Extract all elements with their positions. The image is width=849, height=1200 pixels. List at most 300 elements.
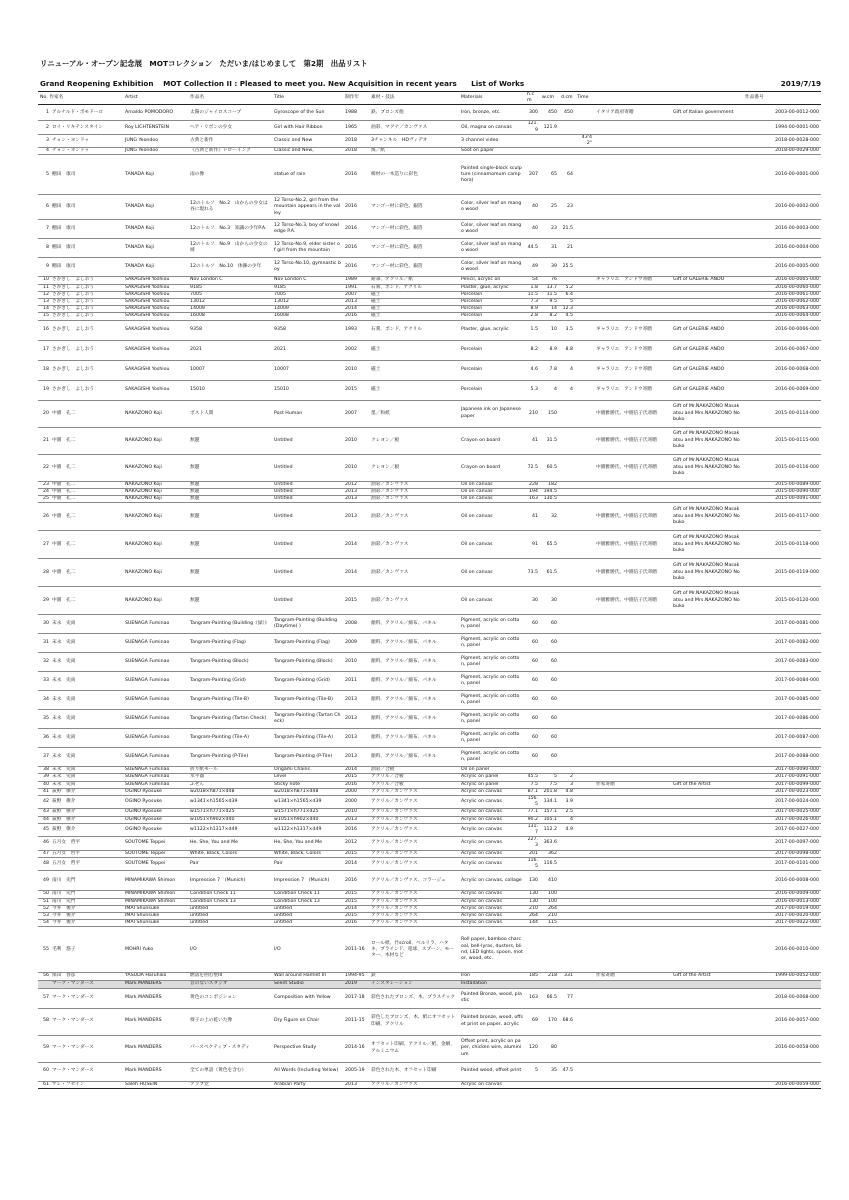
row-number: 5	[46, 171, 49, 177]
cell-time	[575, 857, 594, 870]
cell-depth: 25.5	[559, 258, 575, 277]
cell-credit-en	[671, 871, 743, 891]
cell-materials: Oil on canvas	[459, 587, 525, 615]
cell-credit-jp	[594, 653, 671, 672]
cell-work-id: 2016-00-0063-000	[743, 306, 821, 313]
cell-work-id: 2018-00-0029-000	[743, 148, 821, 155]
table-row	[38, 427, 821, 454]
table-row	[38, 774, 821, 781]
cell-no-name	[38, 220, 123, 239]
cell-year: 2014-16	[343, 1035, 369, 1062]
cell-time	[575, 121, 594, 134]
cell-credit-en	[671, 488, 743, 495]
table-row	[38, 313, 821, 320]
cell-artist: TANADA Koji	[123, 155, 188, 195]
cell-artist: IMAI Shunsuke	[123, 920, 188, 927]
cell-time	[575, 313, 594, 320]
cell-height: 41	[525, 427, 540, 454]
col-header-credit-en	[671, 92, 743, 105]
cell-height: 8.2	[525, 340, 540, 360]
table-row	[38, 134, 821, 147]
cell-title: 16008	[272, 313, 343, 320]
list-date: 2019/7/19	[780, 79, 821, 88]
cell-year: 2015	[343, 774, 369, 781]
cell-work-jp: 14009	[188, 306, 272, 313]
artist-name-jp: 保田 春彦	[52, 973, 76, 979]
cell-title: w1571×h771×d25	[272, 809, 343, 816]
cell-credit-jp	[594, 220, 671, 239]
cell-width: 100	[540, 891, 559, 898]
cell-no-name	[38, 559, 123, 587]
cell-work-id: 2016-00-0061-000	[743, 291, 821, 298]
cell-materials: Oil on canvas	[459, 481, 525, 488]
cell-work-id: 2016-00-0001-000	[743, 155, 821, 195]
cell-artist: OGINO Ryosuke	[123, 809, 188, 816]
cell-work-jp: 古典と新作	[188, 134, 272, 147]
cell-title: w1051×h902×d40	[272, 816, 343, 823]
cell-work-jp: 無題	[188, 503, 272, 531]
cell-work-id: 2016-00-0008-000	[743, 871, 821, 891]
cell-work-id: 2017-00-0023-000	[743, 788, 821, 795]
artist-name-jp: マーク・マンダース	[52, 1068, 94, 1074]
cell-no-name	[38, 454, 123, 481]
artist-name-jp: マーク・マンダース	[52, 1018, 94, 1024]
cell-credit-en	[671, 496, 743, 503]
cell-artist: OGINO Ryosuke	[123, 823, 188, 836]
cell-credit-en	[671, 857, 743, 870]
cell-no-name	[38, 653, 123, 672]
cell-no-name	[38, 1035, 123, 1062]
cell-artist: SAKAGISHI Yoshiou	[123, 291, 188, 298]
cell-year: 1993	[343, 320, 369, 340]
cell-height: 45.5	[525, 774, 540, 781]
cell-artist: NAKAZONO Koji	[123, 400, 188, 427]
cell-year: 2012	[343, 481, 369, 488]
cell-time	[575, 672, 594, 691]
row-number: 32	[43, 659, 49, 665]
cell-materials-jp: 石膏、ボンド、アクリル	[369, 320, 459, 340]
table-row	[38, 220, 821, 239]
cell-materials-jp: 油彩／カンヴァス	[369, 503, 459, 531]
cell-title: Untitled	[272, 454, 343, 481]
cell-title: Classic and New	[272, 134, 343, 147]
table-body	[38, 105, 821, 1088]
cell-materials: Acrylic on canvas	[459, 898, 525, 905]
cell-year: 2015	[343, 898, 369, 905]
cell-work-jp: 太陽のジャイロスコープ	[188, 105, 272, 121]
cell-width: 60	[540, 615, 559, 634]
cell-time	[575, 299, 594, 306]
cell-work-id: 2017-00-0024-000	[743, 796, 821, 809]
cell-no-name	[38, 1008, 123, 1035]
cell-artist: Mark MANDERS	[123, 1062, 188, 1081]
cell-credit-en	[671, 788, 743, 795]
cell-materials: Acrylic on canvas	[459, 816, 525, 823]
cell-credit-jp: ギャラリエ アンドウ寄贈	[594, 320, 671, 340]
cell-work-jp: 13012	[188, 299, 272, 306]
cell-title: Condition Check 13	[272, 898, 343, 905]
cell-no-name	[38, 427, 123, 454]
cell-height: 228	[525, 481, 540, 488]
cell-title: Level	[272, 774, 343, 781]
cell-work-jp: Nov London C	[188, 277, 272, 284]
cell-work-id: 2016-00-0004-000	[743, 239, 821, 258]
cell-depth: 331	[559, 973, 575, 980]
cell-year: 2013	[343, 299, 369, 306]
table-row	[38, 1035, 821, 1062]
cell-work-jp: 黄色のコンポジション	[188, 988, 272, 1008]
cell-materials: Oil on canvas	[459, 531, 525, 559]
cell-materials: Acrylic on canvas	[459, 788, 525, 795]
cell-no-name	[38, 400, 123, 427]
cell-credit-jp	[594, 239, 671, 258]
cell-artist: SOUTOME Teppei	[123, 857, 188, 870]
cell-height: 300	[525, 105, 540, 121]
table-row	[38, 691, 821, 710]
cell-work-id: 2017-00-0020-000	[743, 912, 821, 919]
table-row	[38, 1081, 821, 1088]
cell-materials-jp: 磁土	[369, 380, 459, 400]
cell-artist: OGINO Ryosuke	[123, 816, 188, 823]
cell-depth	[559, 121, 575, 134]
cell-credit-jp: 中園雅勝氏、中園信子氏寄贈	[594, 531, 671, 559]
cell-work-jp: 無題	[188, 481, 272, 488]
cell-time	[575, 788, 594, 795]
cell-year: 2013	[343, 691, 369, 710]
cell-materials-jp: クレヨン／板	[369, 454, 459, 481]
cell-depth: 68.6	[559, 1008, 575, 1035]
cell-work-id	[743, 980, 821, 988]
cell-materials: Acrylic on canvas, collage	[459, 871, 525, 891]
cell-time	[575, 400, 594, 427]
cell-work-jp: 無題	[188, 587, 272, 615]
cell-year: 2012	[343, 837, 369, 850]
cell-materials-jp: アクリル／カンヴァス	[369, 898, 459, 905]
cell-work-id: 2017-00-0098-000	[743, 850, 821, 857]
cell-title: Tangram-Painting (Grid)	[272, 672, 343, 691]
cell-depth	[559, 496, 575, 503]
cell-materials: Acrylic on panel	[459, 781, 525, 788]
cell-height: 2.8	[525, 313, 540, 320]
cell-depth: 4.9	[559, 823, 575, 836]
cell-work-jp: Tangram-Painting (Building（緑）)	[188, 615, 272, 634]
cell-materials-jp: 油彩／カンヴァス	[369, 587, 459, 615]
col-header-materials: Materials	[459, 92, 525, 105]
cell-height: 60	[525, 691, 540, 710]
artist-name-jp: 末永 史尚	[52, 659, 76, 665]
cell-height: 264	[525, 912, 540, 919]
cell-materials: Porcelain	[459, 299, 525, 306]
cell-time	[575, 1081, 594, 1088]
cell-materials-jp: 油彩、マグナ／カンヴァス	[369, 121, 459, 134]
cell-depth: 64	[559, 155, 575, 195]
cell-credit-en	[671, 891, 743, 898]
cell-time	[575, 891, 594, 898]
cell-work-jp: w2018×h871×d48	[188, 788, 272, 795]
col-header-work-id: 作品番号	[743, 92, 821, 105]
cell-height: 120	[525, 1035, 540, 1062]
cell-credit-en	[671, 134, 743, 147]
cell-credit-jp: ギャラリエ アンドウ寄贈	[594, 360, 671, 380]
cell-work-jp: 9185	[188, 284, 272, 291]
cell-credit-jp: 作家寄贈	[594, 973, 671, 980]
cell-time	[575, 587, 594, 615]
artist-name-jp: 中園 孔二	[52, 410, 76, 416]
cell-title: Composition with Yellow	[272, 988, 343, 1008]
cell-work-jp: Condition Check 11	[188, 891, 272, 898]
table-header-row	[38, 92, 821, 105]
cell-title: Silent Studio	[272, 980, 343, 988]
cell-width: 30	[540, 587, 559, 615]
cell-credit-jp	[594, 729, 671, 748]
cell-work-id: 2017-00-0019-000	[743, 905, 821, 912]
cell-materials: Acrylic on canvas	[459, 905, 525, 912]
table-row	[38, 871, 821, 891]
cell-work-jp: 雨の像	[188, 155, 272, 195]
cell-credit-en	[671, 850, 743, 857]
artist-name-jp: 南川 史門	[52, 898, 76, 904]
artist-name-jp: 中園 孔二	[52, 569, 76, 575]
cell-materials: Painted Bronze, wood, plastic	[459, 988, 525, 1008]
row-number: 8	[46, 245, 49, 251]
cell-title: statue of rain	[272, 155, 343, 195]
cell-materials-jp: 鉄	[369, 973, 459, 980]
cell-no-name	[38, 672, 123, 691]
cell-work-id: 2017-00-0091-000	[743, 774, 821, 781]
cell-credit-jp: 中園雅勝氏、中園信子氏寄贈	[594, 503, 671, 531]
cell-year: 1965	[343, 121, 369, 134]
cell-credit-en	[671, 634, 743, 653]
table-row	[38, 121, 821, 134]
cell-credit-en	[671, 927, 743, 973]
cell-artist: TANADA Koji	[123, 195, 188, 220]
cell-materials-jp: 3チャンネル HDヴィデオ	[369, 134, 459, 147]
cell-height: 7.3	[525, 299, 540, 306]
cell-credit-jp	[594, 767, 671, 774]
artist-name-jp: チョン・ヨンドゥ	[52, 137, 90, 143]
row-number: 54	[43, 920, 49, 926]
cell-width: 60	[540, 672, 559, 691]
cell-depth	[559, 454, 575, 481]
cell-height: 54	[525, 277, 540, 284]
cell-materials-jp: インスタレーション	[369, 980, 459, 988]
table-row	[38, 340, 821, 360]
cell-work-id: 2016-00-0058-000	[743, 1035, 821, 1062]
cell-depth: 4.8	[559, 788, 575, 795]
cell-title: Untitled	[272, 481, 343, 488]
cell-title: Gyroscope of the Sun	[272, 105, 343, 121]
row-number: 27	[43, 541, 49, 547]
cell-materials: Painted bronze, wood, offset print on paper, acrylic	[459, 1008, 525, 1035]
cell-width: 8.9	[540, 340, 559, 360]
col-header-title: Title	[272, 92, 343, 105]
cell-work-jp: w1571×h771×d25	[188, 809, 272, 816]
cell-materials: Japanese ink on Japanese paper	[459, 400, 525, 427]
cell-credit-en	[671, 195, 743, 220]
table-row	[38, 988, 821, 1008]
cell-materials-jp: 磁土	[369, 291, 459, 298]
cell-artist: Mark MANDERS	[123, 1008, 188, 1035]
cell-work-jp: 全ての単語（黄色を含む）	[188, 1062, 272, 1081]
cell-work-jp: I/O	[188, 927, 272, 973]
cell-work-id: 2015-00-0119-000	[743, 559, 821, 587]
cell-materials-jp: アクリル／カンヴァス	[369, 796, 459, 809]
cell-materials-jp: 彩色したブロンズ、木、紙にオフセット印刷、アクリル	[369, 1008, 459, 1035]
cell-work-jp: 16008	[188, 313, 272, 320]
cell-width: 362	[540, 850, 559, 857]
cell-title: 13012	[272, 299, 343, 306]
cell-work-jp: untitled	[188, 905, 272, 912]
cell-materials-jp: 石膏、ボンド、アクリル	[369, 284, 459, 291]
cell-credit-jp	[594, 912, 671, 919]
cell-credit-jp	[594, 672, 671, 691]
row-number: 7	[46, 226, 49, 232]
cell-credit-en	[671, 313, 743, 320]
cell-width: 112.2	[540, 823, 559, 836]
artist-name-jp: マーク・マンダース	[52, 994, 94, 1000]
artist-name-jp: マーク・マンダース	[52, 1045, 94, 1051]
cell-width: 31.5	[540, 427, 559, 454]
cell-materials-jp: 墨／和紙	[369, 400, 459, 427]
cell-no-name	[38, 988, 123, 1008]
cell-credit-en: Gift of the Artist	[671, 781, 743, 788]
cell-depth	[559, 634, 575, 653]
cell-year: 2010	[343, 454, 369, 481]
artist-name-jp: 棚田 康司	[52, 204, 76, 210]
row-number: 46	[43, 840, 49, 846]
cell-work-jp: Tangram-Painting (P-Tile)	[188, 748, 272, 767]
cell-year: 2014	[343, 306, 369, 313]
row-number: 18	[43, 367, 49, 373]
cell-work-jp: アラブ党	[188, 1081, 272, 1088]
cell-width: 5	[540, 774, 559, 781]
cell-materials-jp: マンゴー材に彩色、銀箔	[369, 258, 459, 277]
cell-credit-jp: 中園雅勝氏、中園信子氏寄贈	[594, 587, 671, 615]
row-number: 16	[43, 327, 49, 333]
cell-depth: 23	[559, 195, 575, 220]
cell-no-name	[38, 898, 123, 905]
cell-materials-jp: 顔料、アクリル／綿布、パネル	[369, 653, 459, 672]
cell-artist: Roy LICHTENSTEIN	[123, 121, 188, 134]
cell-depth: 8.8	[559, 340, 575, 360]
cell-materials-jp: 煤／紙	[369, 148, 459, 155]
col-header-no-name: No. 作家名	[38, 92, 123, 105]
cell-title: Origami Chains	[272, 767, 343, 774]
cell-work-id: 2015-00-0114-000	[743, 400, 821, 427]
cell-width: 60	[540, 729, 559, 748]
cell-materials-jp: 鉄、ブロンズ他	[369, 105, 459, 121]
cell-no-name	[38, 121, 123, 134]
artist-name-jp: さかぎし よしおう	[52, 327, 95, 333]
cell-artist: TANADA Koji	[123, 220, 188, 239]
artist-name-jp: 荻野 僚介	[52, 826, 76, 832]
cell-credit-jp	[594, 927, 671, 973]
cell-materials: Oil on canvas	[459, 496, 525, 503]
cell-artist: NAKAZONO Koji	[123, 503, 188, 531]
cell-materials-jp: 顔料、アクリル／綿布、パネル	[369, 710, 459, 729]
cell-depth: 3	[559, 781, 575, 788]
row-number: 11	[43, 284, 49, 290]
row-number: 51	[43, 898, 49, 904]
cell-artist: OGINO Ryosuke	[123, 796, 188, 809]
table-row	[38, 1008, 821, 1035]
cell-credit-en	[671, 258, 743, 277]
cell-artist: SUENAGA Fuminao	[123, 729, 188, 748]
cell-work-jp: Tangram-Painting (Flag)	[188, 634, 272, 653]
cell-height: 60	[525, 710, 540, 729]
cell-width: 116.5	[540, 857, 559, 870]
cell-credit-en	[671, 920, 743, 927]
cell-credit-jp	[594, 496, 671, 503]
cell-time	[575, 988, 594, 1008]
cell-title: 12 Torso-No.9, elder sister of girl from the mountain	[272, 239, 343, 258]
artist-name-jp: さかぎし よしおう	[52, 367, 95, 373]
cell-depth: 4	[559, 816, 575, 823]
row-number: 17	[43, 347, 49, 353]
cell-credit-jp	[594, 857, 671, 870]
cell-credit-jp	[594, 809, 671, 816]
cell-credit-jp	[594, 774, 671, 781]
cell-materials-jp: 樟材の一木造りに彩色	[369, 155, 459, 195]
cell-credit-en	[671, 1062, 743, 1081]
cell-work-id: 2017-00-0084-000	[743, 672, 821, 691]
cell-depth	[559, 748, 575, 767]
cell-width: 210	[540, 912, 559, 919]
cell-credit-jp	[594, 816, 671, 823]
cell-work-jp: 15010	[188, 380, 272, 400]
cell-height	[525, 980, 540, 988]
cell-work-jp: 12のトルソ No.9 山からの少女の姉	[188, 239, 272, 258]
cell-credit-en: Gift of Mr.NAKAZONO Masakatsu and Mrs.NAKAZONO Nobuko	[671, 531, 743, 559]
table-row	[38, 454, 821, 481]
artist-name-jp: 中園 孔二	[52, 541, 76, 547]
cell-time	[575, 340, 594, 360]
cell-no-name	[38, 920, 123, 927]
cell-materials: Acrylic on canvas	[459, 1081, 525, 1088]
cell-materials-jp: 顔料、アクリル／綿布、パネル	[369, 748, 459, 767]
cell-materials: Color, silver leaf on mango wood	[459, 220, 525, 239]
cell-time	[575, 427, 594, 454]
cell-credit-en	[671, 823, 743, 836]
cell-materials: Acrylic on canvas	[459, 857, 525, 870]
artist-name-jp: 末永 史尚	[52, 735, 76, 741]
cell-width: 39	[540, 258, 559, 277]
cell-title: Post Human	[272, 400, 343, 427]
cell-title: Tangram-Painting (P-Tile)	[272, 748, 343, 767]
cell-credit-jp	[594, 306, 671, 313]
cell-credit-jp	[594, 1008, 671, 1035]
cell-width: 130.5	[540, 496, 559, 503]
cell-no-name	[38, 291, 123, 298]
cell-credit-en: Gift of the Artist	[671, 973, 743, 980]
table-row	[38, 291, 821, 298]
cell-materials: Color, silver leaf on mango wood	[459, 239, 525, 258]
artist-name-jp: さかぎし よしおう	[52, 284, 95, 290]
cell-materials: Iron, bronze, etc.	[459, 105, 525, 121]
cell-artist: SAKAGISHI Yoshiou	[123, 380, 188, 400]
cell-year: 2016	[343, 220, 369, 239]
cell-no-name	[38, 134, 123, 147]
cell-height: 1.5	[525, 320, 540, 340]
cell-materials-jp: 油彩／カンヴァス	[369, 496, 459, 503]
row-number: 57	[43, 994, 49, 1000]
col-header-materials-jp: 素材・技法	[369, 92, 459, 105]
cell-width: 150	[540, 400, 559, 427]
cell-artist: SOUTOME Teppei	[123, 850, 188, 857]
cell-no-name	[38, 816, 123, 823]
cell-time	[575, 871, 594, 891]
cell-materials-jp: 油彩／カンヴァス	[369, 559, 459, 587]
